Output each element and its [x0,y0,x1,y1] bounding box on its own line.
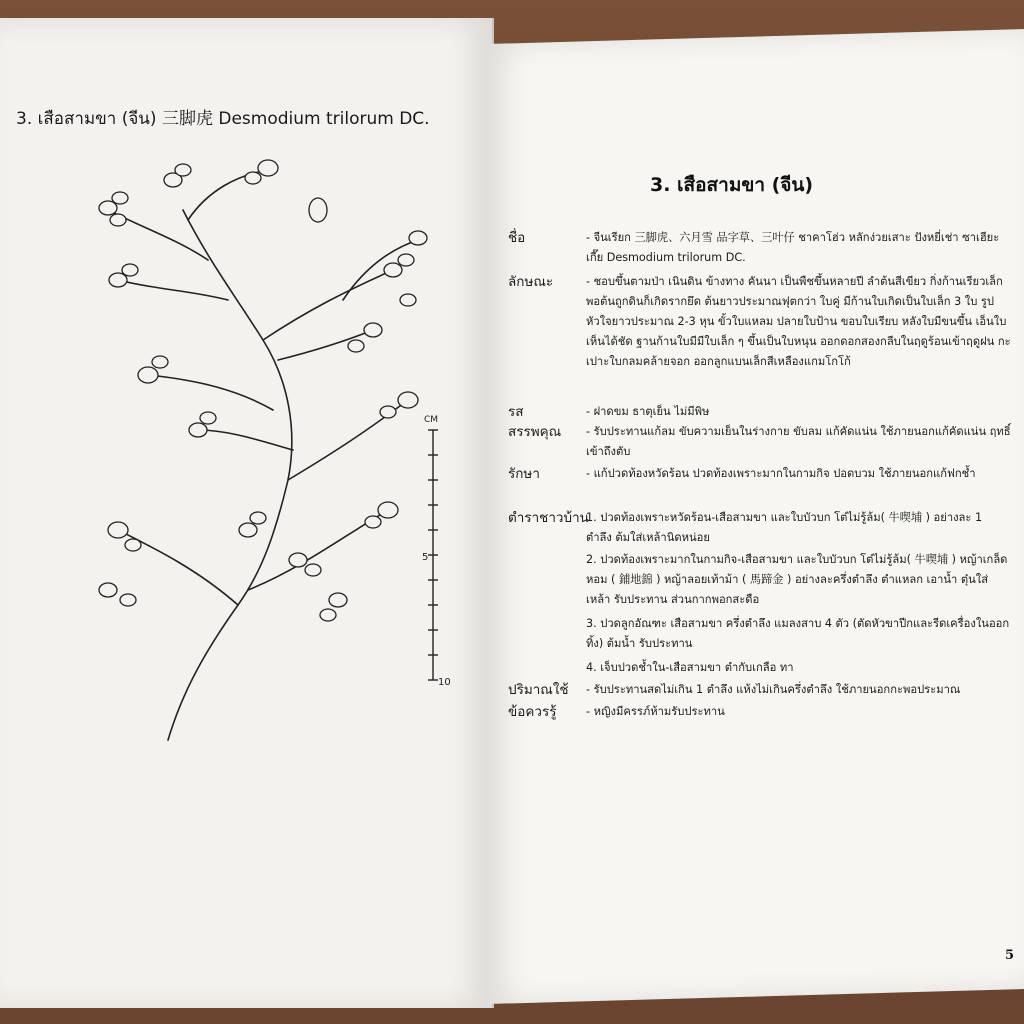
entry-text: - หญิงมีครรภ์ห้ามรับประทาน [586,705,725,718]
page-number: 5 [1005,948,1015,963]
entry-label: ข้อควรรู้ [508,704,557,720]
entry-text: - ฝาดขม ธาตุเย็น ไม่มีพิษ [586,405,710,418]
entry-label: ตำราชาวบ้าน [508,510,589,526]
scale-bar [428,430,438,680]
left-page-title: 3. เสือสามขา (จีน) 三脚虎 Desmodium trilorum DC. [16,109,430,129]
right-page-title: 3. เสือสามขา (จีน) [650,174,814,196]
entry-dosage [508,680,1013,700]
entry-characteristics [508,272,1013,372]
entry-properties [508,422,1013,462]
plant-illustration [88,150,468,750]
entry-text: - แก้ปวดท้องหวัดร้อน ปวดท้องเพราะมากในกามกิจ ปอดบวม ใช้ภายนอกแก้ฟกช้ำ [586,467,976,480]
entry-text: - ชอบขึ้นตามป่า เนินดิน ข้างทาง คันนา เป็นพืชขึ้นหลายปี ลำต้นสีเขียว กิ่งก้านเรียวเล็ก พอต้นถูกดินก็เกิดรากยึด ต้นยาวประมาณฟุตกว่า ใบคู่ มีก้านใบเกิดเป็นใบเล็ก 3 ใบ รูปหัวใจยาวประมาณ 2-3 หุน ขั้วใบแหลม ปลายใบป้าน ขอบใบเรียบ หลังใบมีขนขึ้น เอ็นใบเห็นได้ชัด ฐานก้านใบมีมีใบเล็ก ๆ ขึ้นเป็นใบหนุน ออกดอกสองกลีบในฤดูร้อนเข้าฤดูฝน กะเปาะใบกลมคล้ายจอก ออกลูกแบนเล็กสีเหลืองแกมโกโก้ [586,275,1011,368]
entry-text: - รับประทานแก้ลม ขับความเย็นในร่างกาย ขับลม แก้คัดแน่น ใช้ภายนอกแก้คัดแน่น ฤทธิ์เข้าถึงตับ [586,425,1011,458]
entry-name [508,228,1013,268]
entry-label: รส [508,404,524,420]
scale-mid-label: 5 [422,552,429,563]
entry-label: ปริมาณใช้ [508,682,569,698]
scale-end-label: 10 [438,677,451,688]
entry-text: - จีนเรียก 三脚虎、六月雪 品字草、三叶仔 ชาคาโฮ่ว หลักง่วยเสาะ ปังหยี่เช่า ซาเฮียะเกี๊ย Desmodium trilorum DC. [586,231,1000,264]
remedy-item: 3. ปวดลูกอัณฑะ เสือสามขา ครึ่งตำลึง แมลงสาบ 4 ตัว (ตัดหัวขาปีกและรีดเครื่องในออกทิ้ง) ต้มน้ำ รับประทาน [586,617,1010,650]
entry-treatment [508,464,1013,484]
plant-stems [108,170,418,740]
entry-text: - รับประทานสดไม่เกิน 1 ตำลึง แห้งไม่เกินครึ่งตำลึง ใช้ภายนอกกะพอประมาณ [586,683,961,696]
remedy-item: 4. เจ็บปวดช้ำใน-เสือสามขา ตำกับเกลือ ทา [586,661,794,674]
entry-label: ชื่อ [508,230,526,246]
entry-label: สรรพคุณ [508,424,562,440]
entry-label: ลักษณะ [508,274,554,290]
entry-caution [508,702,1013,722]
entry-label: รักษา [508,466,540,482]
remedy-item: 1. ปวดท้องเพราะหวัดร้อน-เสือสามขา และใบบัวบก โต๋ไม่รู้ล้ม( 牛喫埔 ) อย่างละ 1 ตำลึง ต้มใส่เหล้านิดหน่อย [586,511,983,544]
scale-unit-label: CM [424,415,439,425]
remedy-item: 2. ปวดท้องเพราะมากในกามกิจ-เสือสามขา และใบบัวบก โต๋ไม่รู้ล้ม( 牛喫埔 ) หญ้าเกล็ดหอม ( 鋪地錦 ) หญ้าลอยเท้าม้า ( 馬蹄金 ) อย่างละครึ่งตำลึง ตำแหลก เอาน้ำ ตุ๋นใส่เหล้า รับประทาน ส่วนกากพอกสะดือ [586,553,1008,606]
entry-taste [508,402,1013,422]
